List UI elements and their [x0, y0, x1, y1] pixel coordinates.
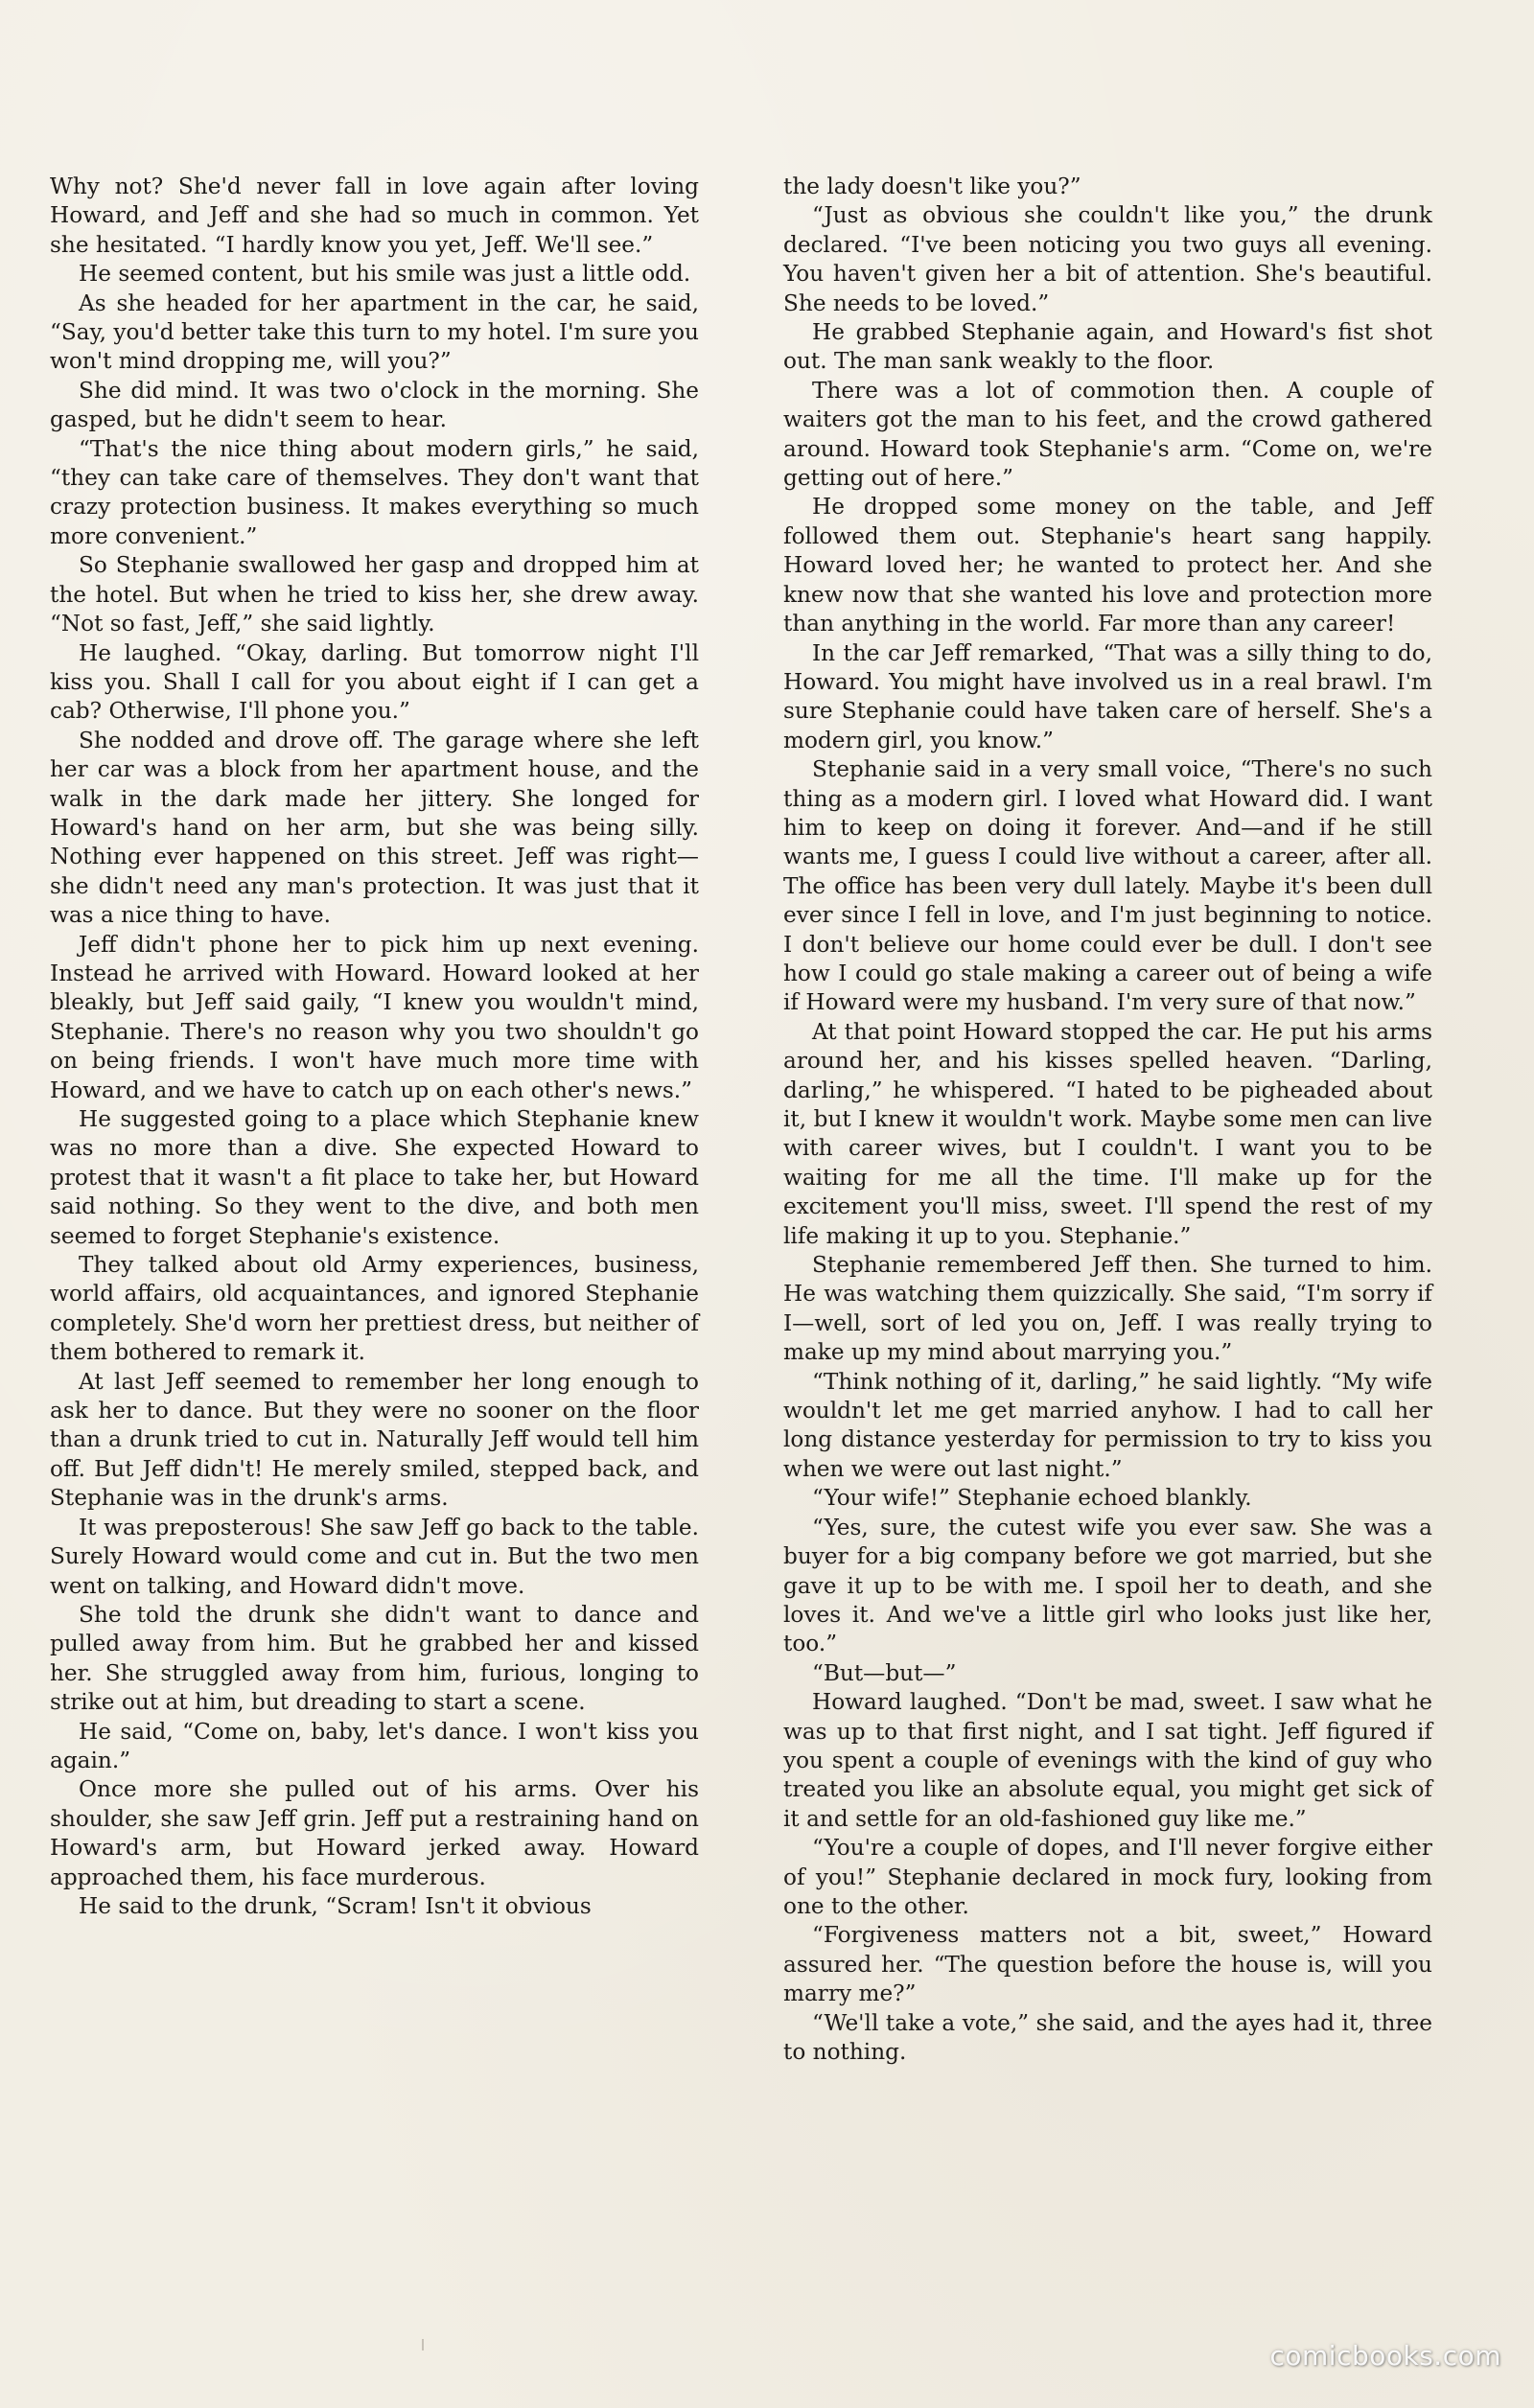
paragraph: She did mind. It was two o'clock in the morning. She gasped, but he didn't seem to hear.: [50, 377, 699, 433]
paper-blemish: [422, 2339, 431, 2350]
paragraph-continued: the lady doesn't like you?”: [783, 174, 1081, 199]
paragraph: “Forgiveness matters not a bit, sweet,” Howard assured her. “The question before the house is, will you marry me?”: [783, 1922, 1432, 2007]
paragraph: He dropped some money on the table, and Jeff followed them out. Stephanie's heart sang happily. Howard loved her; he wanted to protect her. And she knew now that she wanted his love and protection more than anything in the world. Far more than any career!: [783, 494, 1432, 637]
paragraph: “Your wife!” Stephanie echoed blankly.: [812, 1485, 1252, 1512]
paragraph: At last Jeff seemed to remember her long enough to ask her to dance. But they were no sooner on the floor than a drunk tried to cut in. Naturally Jeff would tell him off. But Jeff didn't! He merely smiled, stepped back, and Stephanie was in the drunk's arms.: [50, 1368, 699, 1512]
paragraph: Jeff didn't phone her to pick him up next evening. Instead he arrived with Howard. Howard looked at her bleakly, but Jeff said gaily, “I knew you wouldn't mind, Stephanie. There's no reason why you two shouldn't go on being friends. I won't have much more time with Howard, and we have to catch up on each other's news.”: [50, 931, 699, 1103]
paragraph: “But—but—”: [812, 1659, 957, 1686]
paragraph: They talked about old Army experiences, business, world affairs, old acquaintances, and ignored Stephanie completely. She'd worn her prettiest dress, but neither of them bothered to remark it.: [50, 1252, 699, 1366]
paragraph: “Think nothing of it, darling,” he said lightly. “My wife wouldn't let me get married anyhow. I had to call her long distance yesterday for permission to try to kiss you when we were out last night.”: [783, 1368, 1432, 1482]
paragraph: “Yes, sure, the cutest wife you ever saw. She was a buyer for a big company before we got married, but she gave it up to be with me. I spoil her to death, and she loves it. And we've a little girl who looks just like her, too.”: [783, 1514, 1432, 1657]
paragraph: “You're a couple of dopes, and I'll never forgive either of you!” Stephanie declared in mock fury, looking from one to the other.: [783, 1835, 1432, 1919]
text-column-left: [50, 173, 699, 1921]
paragraph: Stephanie remembered Jeff then. She turned to him. He was watching them quizzically. She said, “I'm sorry if I—well, sort of led you on, Jeff. I was really trying to make up my mind about marrying you.”: [783, 1252, 1432, 1366]
paragraph: “That's the nice thing about modern girls,” he said, “they can take care of themselves. They don't want that crazy protection business. It makes everything so much more convenient.”: [50, 435, 699, 549]
paragraph: He laughed. “Okay, darling. But tomorrow night I'll kiss you. Shall I call for you about eight if I can get a cab? Otherwise, I'll phone you.”: [50, 639, 699, 725]
paragraph: He said to the drunk, “Scram! Isn't it obvious: [79, 1892, 592, 1919]
paragraph: Stephanie said in a very small voice, “There's no such thing as a modern girl. I loved what Howard did. I want him to keep on doing it forever. And—and if he still wants me, I guess I could live without a career, after all. The office has been very dull lately. Maybe it's been dull ever since I fell in love, and I'm just beginning to notice. I don't believe our home could ever be dull. I don't see how I could go stale making a career out of being a wife if Howard were my husband. I'm very sure of that now.”: [783, 756, 1432, 1016]
paragraph: “We'll take a vote,” she said, and the ayes had it, three to nothing.: [783, 2009, 1432, 2065]
text-column-right: [783, 173, 1432, 2067]
paragraph: She nodded and drove off. The garage where she left her car was a block from her apartment house, and the walk in the dark made her jittery. She longed for Howard's hand on her arm, but she was being silly. Nothing ever happened on this street. Jeff was right—she didn't need any man's protection. It was just that it was a nice thing to have.: [50, 727, 699, 929]
paragraph: “Just as obvious she couldn't like you,” the drunk declared. “I've been noticing you two guys all evening. You haven't given her a bit of attention. She's beautiful. She needs to be loved.”: [783, 202, 1432, 316]
paragraph: Once more she pulled out of his arms. Over his shoulder, she saw Jeff grin. Jeff put a restraining hand on Howard's arm, but Howard jerked away. Howard approached them, his face murderous.: [50, 1776, 699, 1890]
paragraph: As she headed for her apartment in the car, he said, “Say, you'd better take this turn to my hotel. I'm sure you won't mind dropping me, will you?”: [50, 289, 699, 375]
paragraph: In the car Jeff remarked, “That was a silly thing to do, Howard. You might have involved us in a real brawl. I'm sure Stephanie could have taken care of herself. She's a modern girl, you know.”: [783, 639, 1432, 753]
paragraph: Howard laughed. “Don't be mad, sweet. I saw what he was up to that first night, and I sat tight. Jeff figured if you spent a couple of evenings with the kind of guy who treated you like an absolute equal, you might get sick of it and settle for an old-fashioned guy like me.”: [783, 1689, 1432, 1832]
paragraph: So Stephanie swallowed her gasp and dropped him at the hotel. But when he tried to kiss her, she drew away. “Not so fast, Jeff,” she said lightly.: [50, 552, 699, 637]
watermark: comicbooks.com: [1269, 2340, 1501, 2372]
paragraph: He said, “Come on, baby, let's dance. I won't kiss you again.”: [50, 1718, 699, 1773]
paragraph: He suggested going to a place which Stephanie knew was no more than a dive. She expected Howard to protest that it wasn't a fit place to take her, but Howard said nothing. So they went to the dive, and both men seemed to forget Stephanie's existence.: [50, 1106, 699, 1249]
paragraph: He grabbed Stephanie again, and Howard's fist shot out. The man sank weakly to the floor.: [783, 319, 1432, 375]
paragraph: She told the drunk she didn't want to dance and pulled away from him. But he grabbed her and kissed her. She struggled away from him, furious, longing to strike out at him, but dreading to start a scene.: [50, 1601, 699, 1716]
paragraph: There was a lot of commotion then. A couple of waiters got the man to his feet, and the crowd gathered around. Howard took Stephanie's arm. “Come on, we're getting out of here.”: [783, 377, 1432, 492]
paragraph: It was preposterous! She saw Jeff go back to the table. Surely Howard would come and cut in. But the two men went on talking, and Howard didn't move.: [50, 1514, 699, 1599]
paragraph: He seemed content, but his smile was just a little odd.: [79, 261, 691, 288]
paragraph: At that point Howard stopped the car. He put his arms around her, and his kisses spelled heaven. “Darling, darling,” he whispered. “I hated to be pigheaded about it, but I knew it wouldn't work. Maybe some men can live with career wives, but I couldn't. I want you to be waiting for me all the time. I'll make up for the excitement you'll miss, sweet. I'll spend the rest of my life making it up to you. Stephanie.”: [783, 1018, 1432, 1249]
paragraph: Why not? She'd never fall in love again after loving Howard, and Jeff and she had so much in common. Yet she hesitated. “I hardly know you yet, Jeff. We'll see.”: [50, 174, 699, 258]
